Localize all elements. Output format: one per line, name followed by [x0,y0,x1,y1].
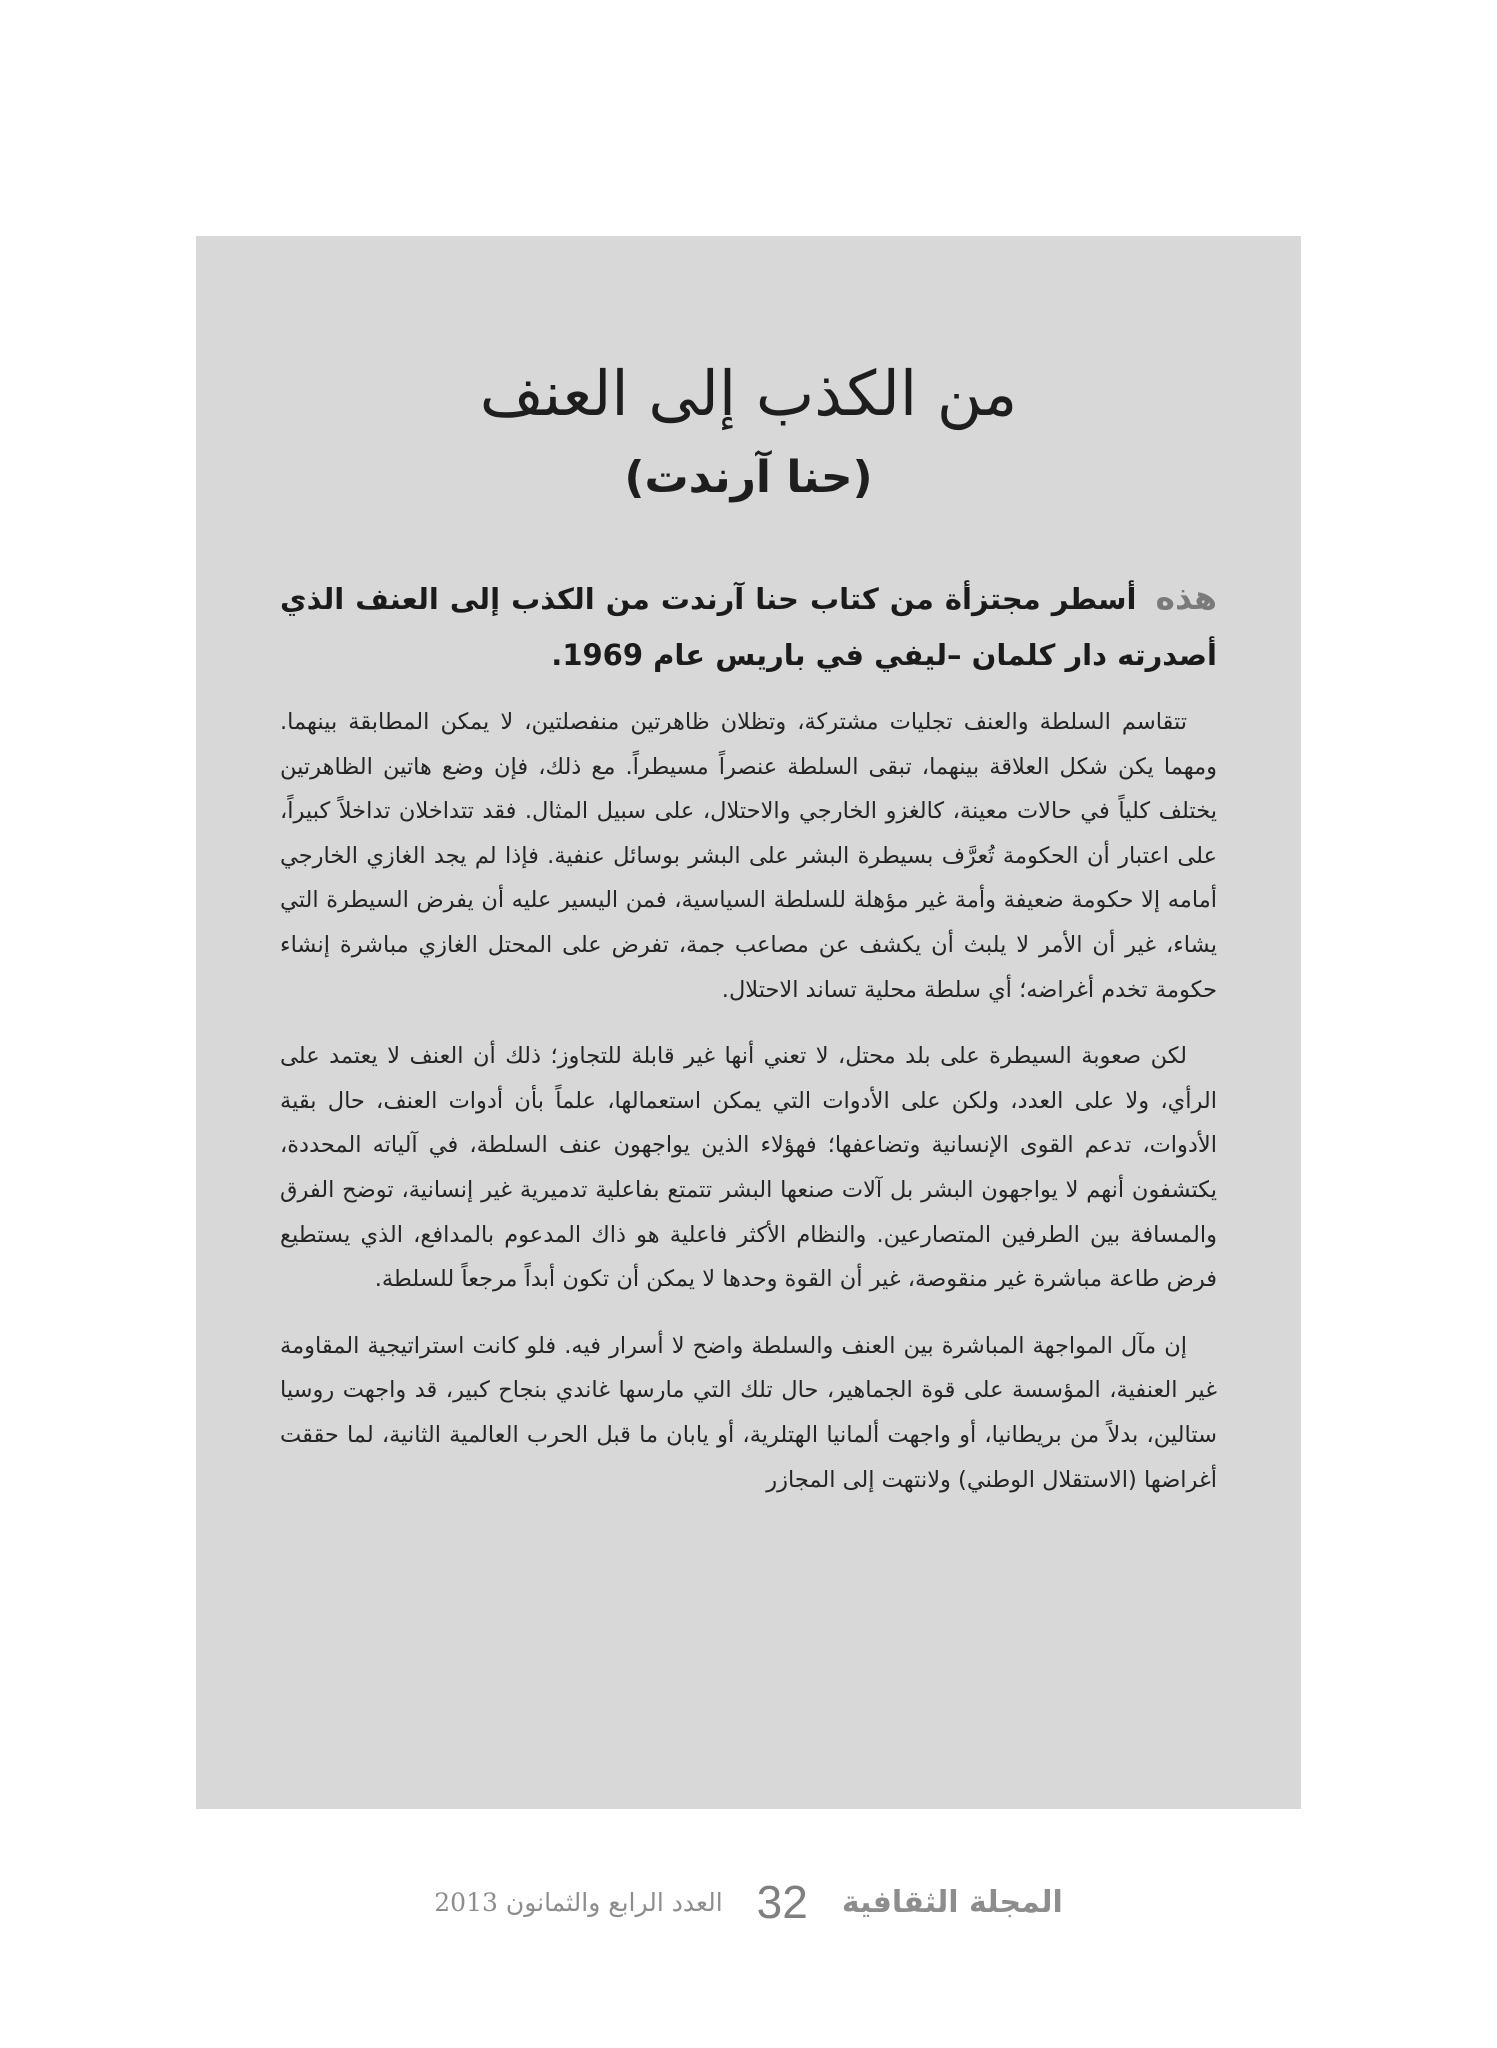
issue-label: العدد الرابع والثمانون 2013 [434,1887,723,1917]
body-paragraph: تتقاسم السلطة والعنف تجليات مشتركة، وتظلان ظاهرتين منفصلتين، لا يمكن المطابقة بينهما. ومهما يكن شكل العلاقة بينهما، تبقى السلطة عنصراً مسيطراً. مع ذلك، فإن وضع هاتين الظاهرتين يختلف كلياً في حالات معينة، كالغزو الخارجي والاحتلال، على سبيل المثال. فقد تتداخلان تداخلاً كبيراً، على اعتبار أن الحكومة تُعرَّف بسيطرة البشر على البشر بوسائل عنفية. فإذا لم يجد الغازي الخارجي أمامه إلا حكومة ضعيفة وأمة غير مؤهلة للسلطة السياسية، فمن اليسير عليه أن يفرض السيطرة التي يشاء، غير أن الأمر لا يلبث أن يكشف عن مصاعب جمة، تفرض على المحتل الغازي مباشرة إنشاء حكومة تخدم أغراضه؛ أي سلطة محلية تساند الاحتلال. [280,709,1217,1003]
page-number: 32 [756,1876,808,1928]
article-title: من الكذب إلى العنف [479,357,1018,430]
magazine-name: المجلة الثقافية [841,1884,1063,1920]
intro-text: أسطر مجتزأة من كتاب حنا آرندت من الكذب إلى العنف الذي أصدرته دار كلمان –ليفي في باريس عام 1969. [280,582,1217,672]
page-footer [0,1872,1497,1932]
article-author: (حنا آرندت) [624,452,873,503]
body-paragraph: إن مآل المواجهة المباشرة بين العنف والسلطة واضح لا أسرار فيه. فلو كانت استراتيجية المقاومة غير العنفية، المؤسسة على قوة الجماهير، حال تلك التي مارسها غاندي بنجاح كبير، قد واجهت روسيا ستالين، بدلاً من بريطانيا، أو واجهت ألمانيا الهتلرية، أو يابان ما قبل الحرب العالمية الثانية، لما حققت أغراضها (الاستقلال الوطني) ولانتهت إلى المجازر [280,1332,1217,1493]
body-paragraph: لكن صعوبة السيطرة على بلد محتل، لا تعني أنها غير قابلة للتجاوز؛ ذلك أن العنف لا يعتمد على الرأي، ولا على العدد، ولكن على الأدوات التي يمكن استعمالها، علماً بأن أدوات العنف، حال بقية الأدوات، تدعم القوى الإنسانية وتضاعفها؛ فهؤلاء الذين يواجهون عنف السلطة، في آلياته المحددة، يكتشفون أنهم لا يواجهون البشر بل آلات صنعها البشر تتمتع بفاعلية تدميرية غير إنسانية، توضح الفرق والمسافة بين الطرفين المتصارعين. والنظام الأكثر فاعلية هو ذاك المدعوم بالمدافع، الذي يستطيع فرض طاعة مباشرة غير منقوصة، غير أن القوة وحدها لا يمكن أن تكون أبداً مرجعاً للسلطة. [280,1043,1217,1293]
article-panel [196,236,1301,1809]
article-body [280,700,1217,1524]
article-intro [280,570,1217,683]
intro-lead-word: هذه [1155,578,1217,617]
